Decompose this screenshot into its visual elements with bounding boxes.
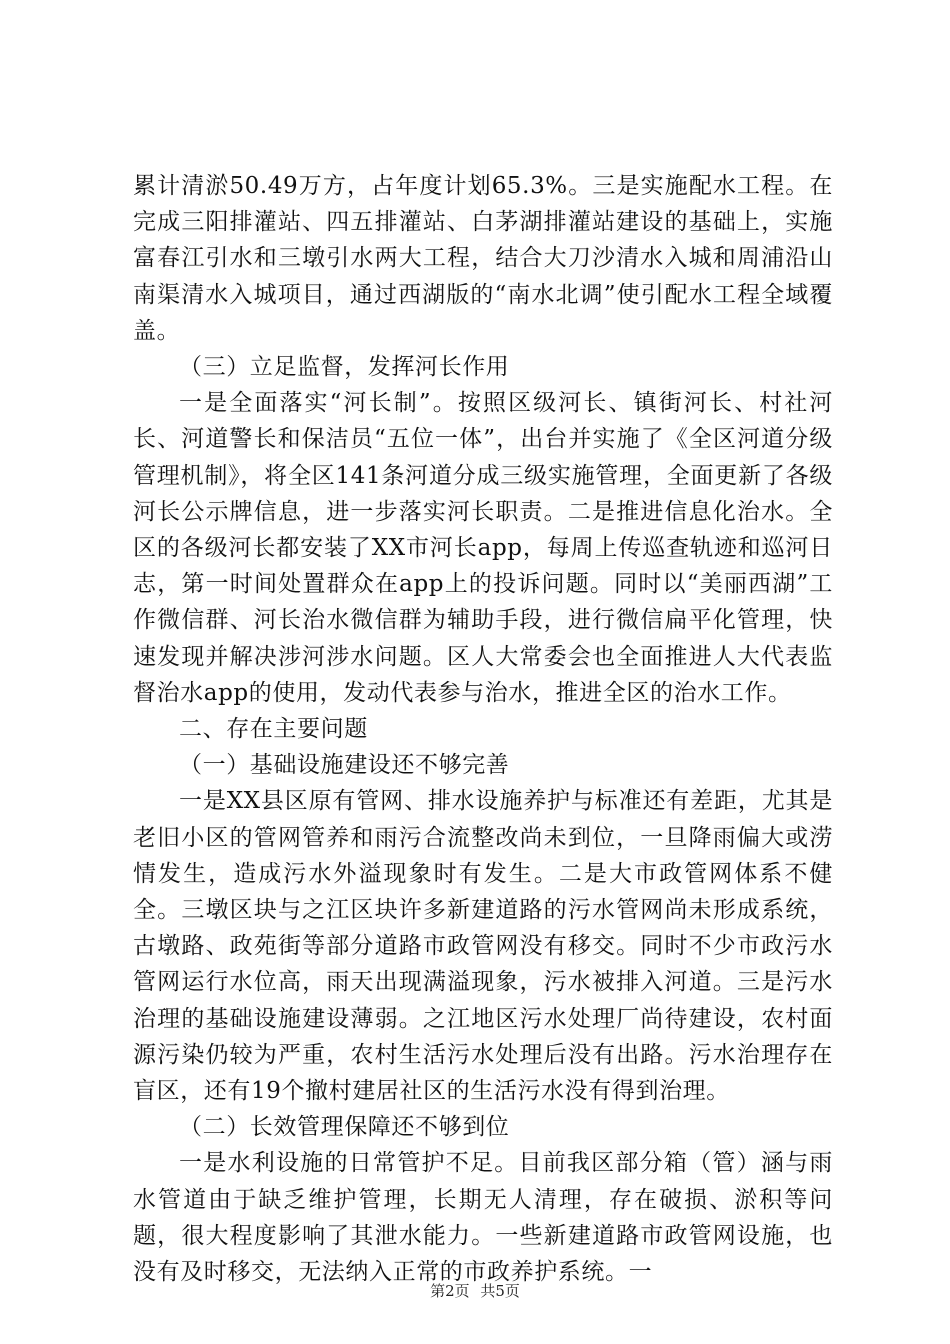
- paragraph-infrastructure: 一是XX县区原有管网、排水设施养护与标准还有差距，尤其是老旧小区的管网管养和雨污合流整改尚未到位，一旦降雨偏大或涝情发生，造成污水外溢现象时有发生。二是大市政管网体系不健全。三墩区块与之江区块许多新建道路的污水管网尚未形成系统，古墩路、政苑街等部分道路市政管网没有移交。同时不少市政污水管网运行水位高，雨天出现满溢现象，污水被排入河道。三是污水治理的基础设施建设薄弱。之江地区污水处理厂尚待建设，农村面源污染仍较为严重，农村生活污水处理后没有出路。污水治理存在盲区，还有19个撤村建居社区的生活污水没有得到治理。: [133, 788, 833, 1105]
- page-footer: [0, 1280, 950, 1301]
- section-heading-infrastructure: （一）基础设施建设还不够完善: [179, 752, 510, 779]
- paragraph-continuation: 累计清淤50.49万方，占年度计划65.3%。三是实施配水工程。在完成三阳排灌站、四五排灌站、白茅湖排灌站建设的基础上，实施富春江引水和三墩引水两大工程，结合大刀沙清水入城和周浦沿山南渠清水入城项目，通过西湖版的“南水北调”使引配水工程全域覆盖。: [133, 173, 833, 344]
- section-heading-problems: 二、存在主要问题: [179, 716, 368, 743]
- page-total: 共5页: [480, 1282, 520, 1300]
- document-body: [133, 168, 833, 1290]
- page-number: 第2页: [430, 1282, 470, 1300]
- section-heading-management: （二）长效管理保障还不够到位: [179, 1114, 510, 1141]
- section-heading-supervision: （三）立足监督，发挥河长作用: [179, 354, 510, 381]
- paragraph-river-chief: 一是全面落实“河长制”。按照区级河长、镇街河长、村社河长、河道警长和保洁员“五位一体”，出台并实施了《全区河道分级管理机制》，将全区141条河道分成三级实施管理，全面更新了各级河长公示牌信息，进一步落实河长职责。二是推进信息化治水。全区的各级河长都安装了XX市河长app，每周上传巡查轨迹和巡河日志，第一时间处置群众在app上的投诉问题。同时以“美丽西湖”工作微信群、河长治水微信群为辅助手段，进行微信扁平化管理，快速发现并解决涉河涉水问题。区人大常委会也全面推进人大代表监督治水app的使用，发动代表参与治水，推进全区的治水工作。: [133, 390, 833, 706]
- paragraph-management: 一是水利设施的日常管护不足。目前我区部分箱（管）涵与雨水管道由于缺乏维护管理，长期无人清理，存在破损、淤积等问题，很大程度影响了其泄水能力。一些新建道路市政管网设施，也没有及时移交，无法纳入正常的市政养护系统。一: [133, 1150, 833, 1286]
